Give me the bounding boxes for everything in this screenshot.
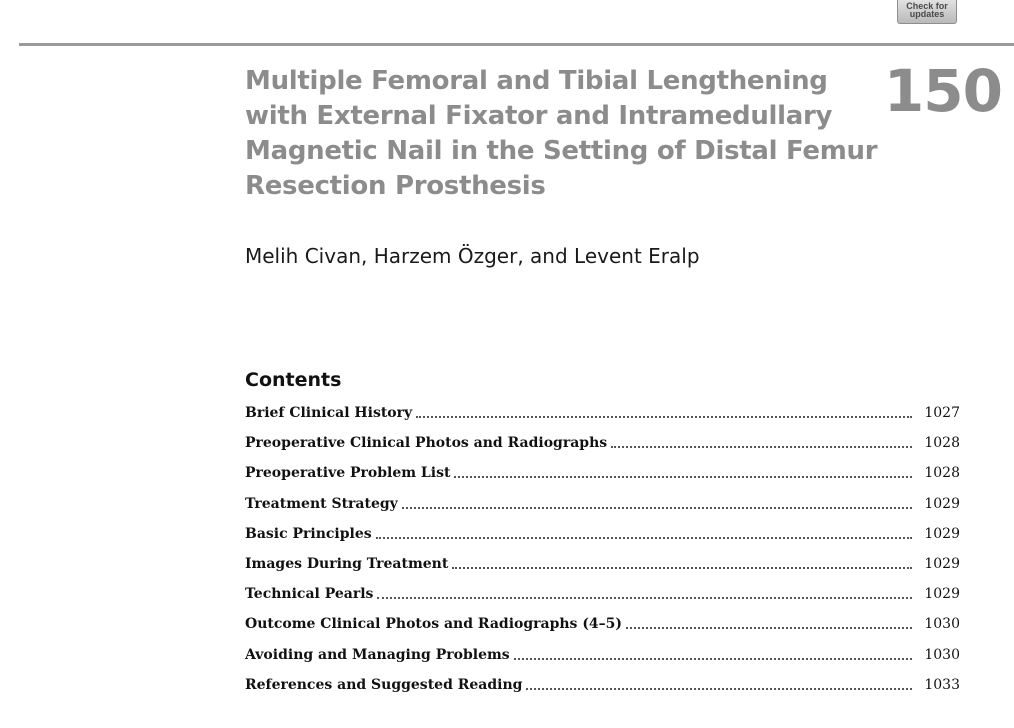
check-for-updates-line2: updates — [909, 9, 945, 19]
toc-entry[interactable] — [245, 458, 960, 488]
toc-entry-page[interactable]: 1027 — [924, 405, 960, 422]
toc-entry[interactable] — [245, 489, 960, 519]
chapter-authors: Melih Civan, Harzem Özger, and Levent Eralp — [245, 244, 700, 268]
toc-entry-label[interactable]: Brief Clinical History — [245, 405, 416, 421]
chapter-title-line: Magnetic Nail in the Setting of Distal Femur — [245, 136, 878, 166]
toc-entry-label[interactable]: Technical Pearls — [245, 586, 377, 602]
chapter-title-line: with External Fixator and Intramedullary — [245, 101, 833, 131]
toc-entry-page[interactable]: 1029 — [924, 586, 960, 603]
chapter-title — [245, 64, 878, 204]
chapter-title-line: Resection Prosthesis — [245, 171, 546, 201]
toc-entry-label[interactable]: Outcome Clinical Photos and Radiographs (4–5) — [245, 616, 626, 632]
toc-entry-page[interactable]: 1028 — [924, 465, 960, 482]
toc-entry-label[interactable]: Images During Treatment — [245, 556, 452, 572]
toc-entry[interactable] — [245, 428, 960, 458]
toc-dot-leader — [416, 402, 912, 418]
toc-entry-label[interactable]: Preoperative Problem List — [245, 465, 454, 481]
toc-entry-label[interactable]: References and Suggested Reading — [245, 677, 526, 693]
toc-dot-leader — [452, 553, 912, 569]
contents-heading: Contents — [245, 369, 342, 391]
toc-entry[interactable] — [245, 398, 960, 428]
toc-entry[interactable] — [245, 519, 960, 549]
chapter-number: 150 — [883, 57, 1002, 125]
header-divider — [19, 43, 1014, 46]
toc-entry-label[interactable]: Treatment Strategy — [245, 496, 402, 512]
toc-entry[interactable] — [245, 609, 960, 639]
toc-dot-leader — [402, 493, 912, 509]
toc-entry-label[interactable]: Avoiding and Managing Problems — [245, 647, 514, 663]
toc-entry-page[interactable]: 1030 — [924, 616, 960, 633]
toc-dot-leader — [454, 462, 912, 478]
toc-entry-page[interactable]: 1033 — [924, 676, 960, 693]
toc-dot-leader — [626, 613, 912, 629]
toc-entry[interactable] — [245, 549, 960, 579]
toc-dot-leader — [611, 432, 912, 448]
toc-entry[interactable] — [245, 579, 960, 609]
chapter-title-line: Multiple Femoral and Tibial Lengthening — [245, 66, 828, 96]
toc-entry[interactable] — [245, 670, 960, 700]
toc-entry-page[interactable]: 1029 — [924, 556, 960, 573]
toc-entry-label[interactable]: Preoperative Clinical Photos and Radiographs — [245, 435, 611, 451]
toc-dot-leader — [376, 523, 912, 539]
check-for-updates-line1: Check for — [906, 1, 948, 11]
toc-entry-page[interactable]: 1030 — [924, 646, 960, 663]
toc-entry[interactable] — [245, 640, 960, 670]
toc-entry-page[interactable]: 1029 — [924, 495, 960, 512]
table-of-contents — [245, 398, 960, 700]
toc-entry-page[interactable]: 1029 — [924, 525, 960, 542]
check-for-updates-button[interactable] — [897, 0, 957, 24]
toc-dot-leader — [514, 644, 912, 660]
toc-entry-label[interactable]: Basic Principles — [245, 526, 376, 542]
toc-dot-leader — [377, 583, 912, 599]
toc-entry-page[interactable]: 1028 — [924, 435, 960, 452]
toc-dot-leader — [526, 674, 912, 690]
